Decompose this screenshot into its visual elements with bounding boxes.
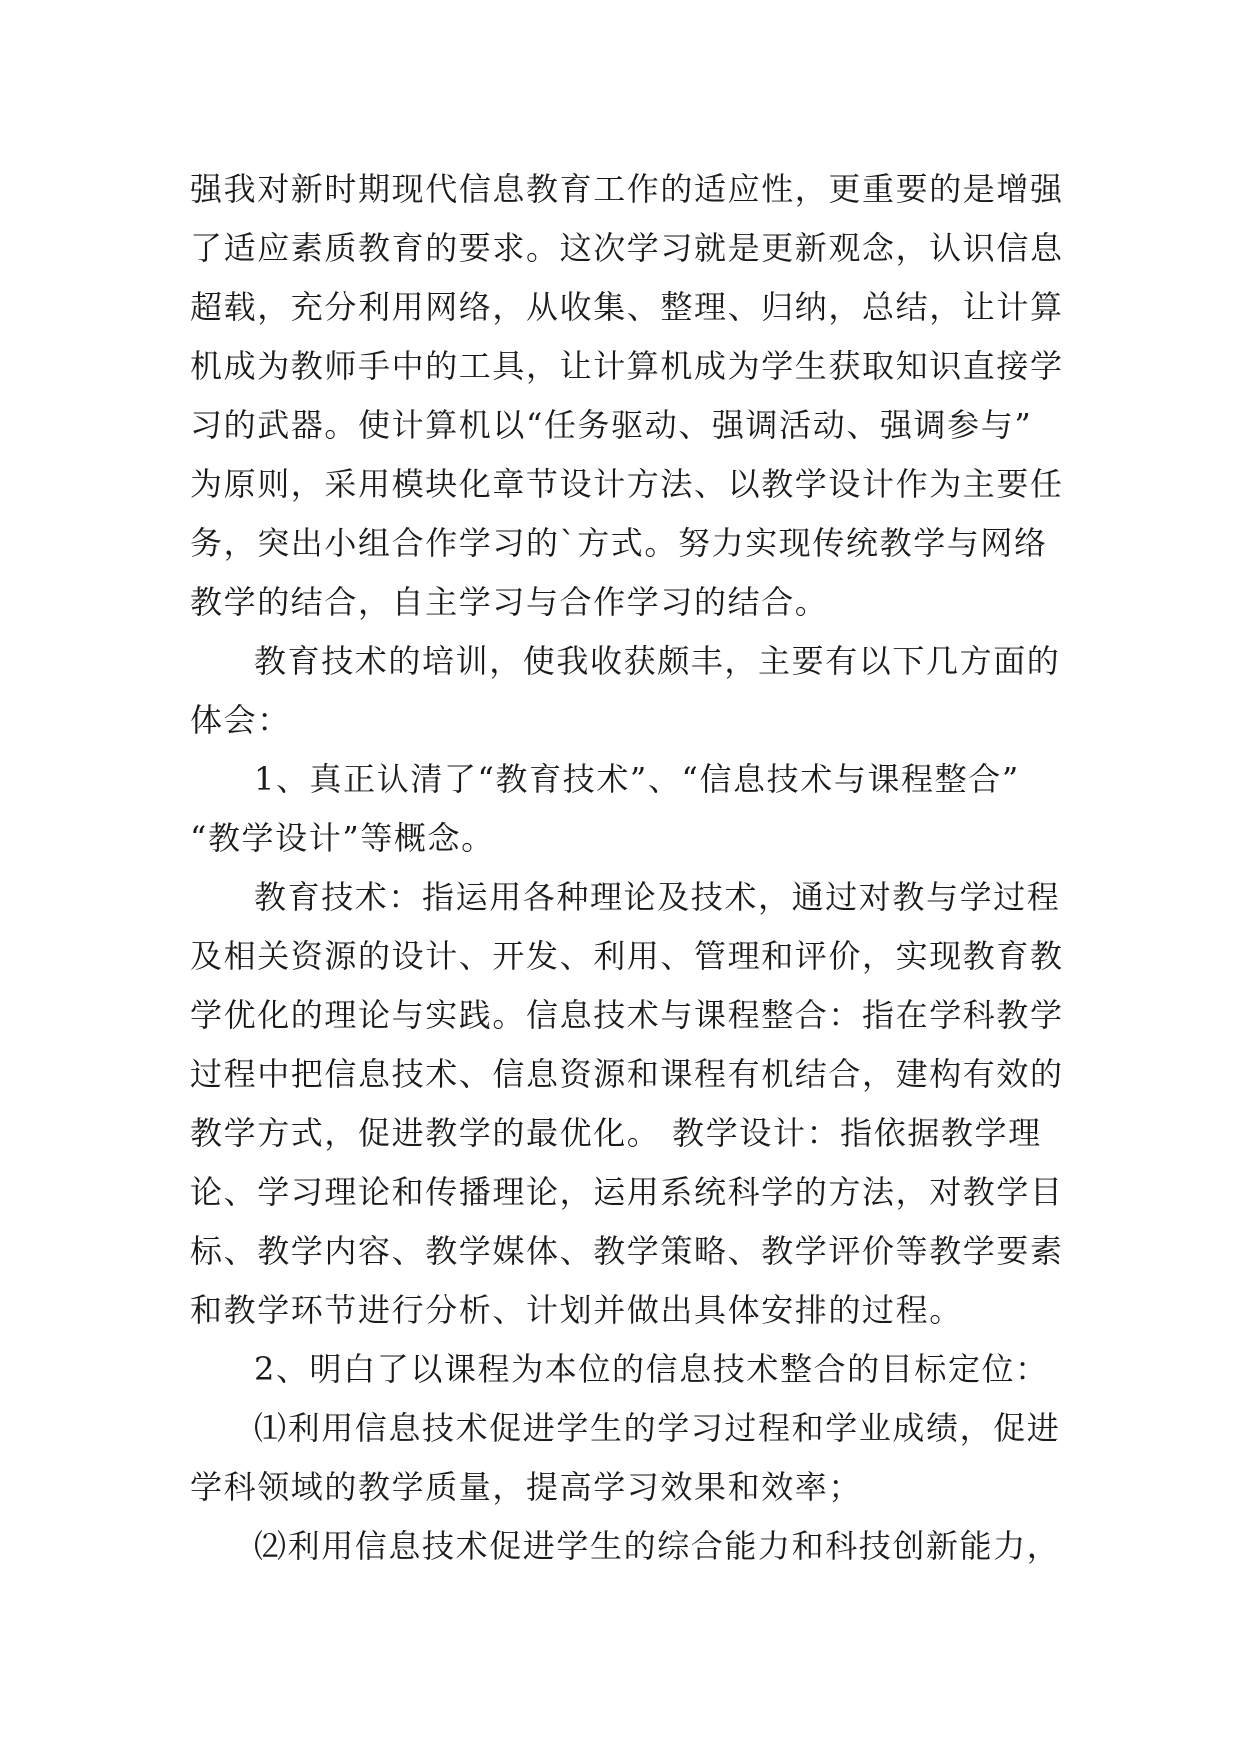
text-line: 习的武器。使计算机以“任务驱动、强调活动、强调参与” <box>190 406 1033 444</box>
text-line: 教育技术的培训，使我收获颇丰，主要有以下几方面的 <box>254 642 1061 680</box>
body-text <box>190 160 1064 1576</box>
text-line: 学科领域的教学质量，提高学习效果和效率； <box>190 1468 863 1506</box>
text-line: 务，突出小组合作学习的`方式。努力实现传统教学与网络 <box>190 524 1048 562</box>
text-line: 超载，充分利用网络，从收集、整理、归纳，总结，让计算 <box>190 288 1064 326</box>
text-line: 机成为教师手中的工具，让计算机成为学生获取知识直接学 <box>190 347 1064 385</box>
text-line: 标、教学内容、教学媒体、教学策略、教学评价等教学要素 <box>190 1232 1064 1270</box>
text-line: 教学的结合，自主学习与合作学习的结合。 <box>190 583 829 621</box>
text-line: 教学方式，促进教学的最优化。 教学设计：指依据教学理 <box>190 1114 1042 1152</box>
text-line: 强我对新时期现代信息教育工作的适应性，更重要的是增强 <box>190 170 1064 208</box>
text-line: ⑵利用信息技术促进学生的综合能力和科技创新能力， <box>254 1527 1061 1565</box>
text-line: 体会： <box>190 701 291 739</box>
text-line: 学优化的理论与实践。信息技术与课程整合：指在学科教学 <box>190 996 1064 1034</box>
text-line: 论、学习理论和传播理论，运用系统科学的方法，对教学目 <box>190 1173 1064 1211</box>
text-line: 过程中把信息技术、信息资源和课程有机结合，建构有效的 <box>190 1055 1064 1093</box>
text-line: 为原则，采用模块化章节设计方法、以教学设计作为主要任 <box>190 465 1064 503</box>
text-line: 教育技术：指运用各种理论及技术，通过对教与学过程 <box>254 878 1061 916</box>
text-line: 了适应素质教育的要求。这次学习就是更新观念，认识信息 <box>190 229 1064 267</box>
text-line: 2、明白了以课程为本位的信息技术整合的目标定位： <box>254 1350 1049 1388</box>
text-line: ⑴利用信息技术促进学生的学习过程和学业成绩，促进 <box>254 1409 1061 1447</box>
text-line: 1、真正认清了“教育技术”、“信息技术与课程整合” <box>254 760 1020 798</box>
text-line: 及相关资源的设计、开发、利用、管理和评价，实现教育教 <box>190 937 1064 975</box>
text-line: “教学设计”等概念。 <box>190 819 495 857</box>
text-line: 和教学环节进行分析、计划并做出具体安排的过程。 <box>190 1291 963 1329</box>
